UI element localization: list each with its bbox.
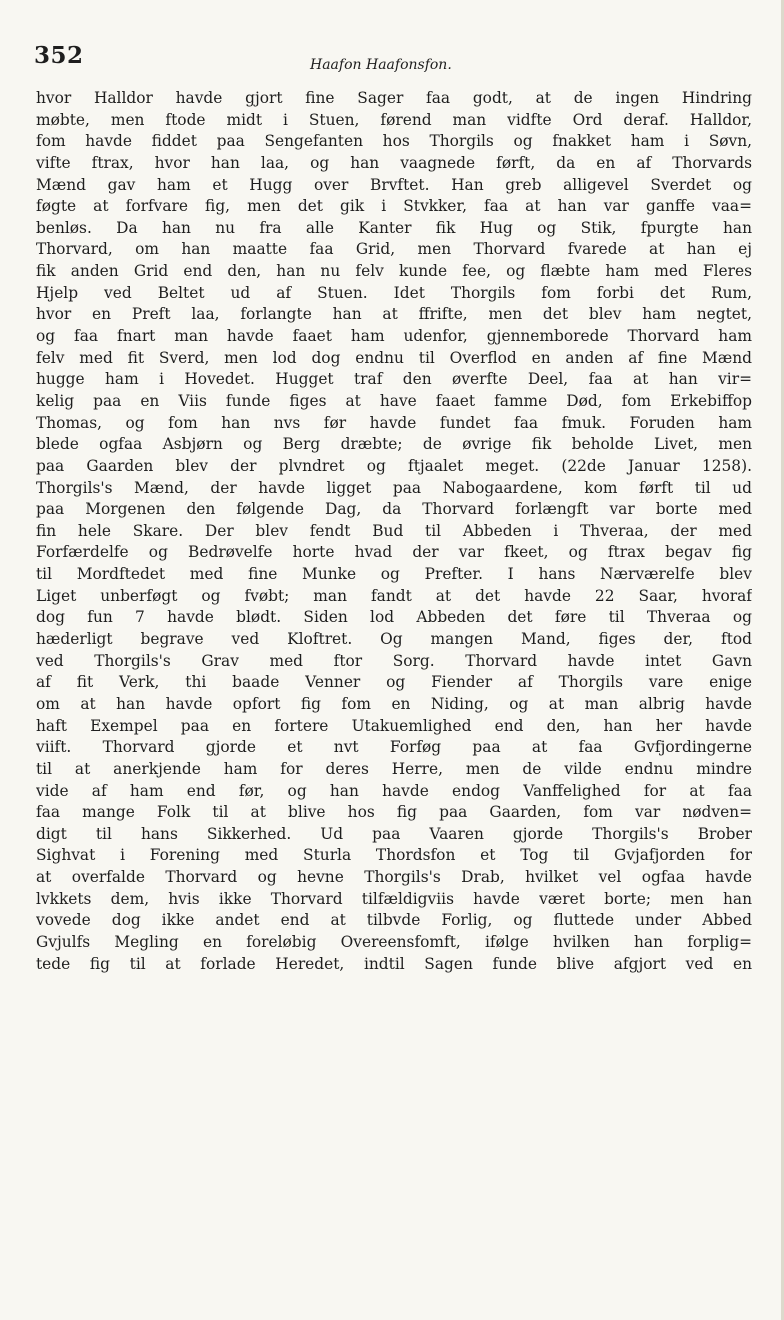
text-line: og faa fnart man havde faaet ham udenfor, gjennemborede Thorvard ham bbox=[36, 327, 752, 346]
running-head: Haafon Haafonsfon. bbox=[310, 57, 452, 73]
text-line: faa mange Folk til at blive hos fig paa Gaarden, fom var nødven= bbox=[36, 803, 752, 822]
text-line: felv med fit Sverd, men lod dog endnu til Overflod en anden af fine Mænd bbox=[36, 348, 752, 367]
text-line: møbte, men ftode midt i Stuen, førend man vidfte Ord deraf. Halldor, bbox=[36, 110, 752, 129]
text-line: dog fun 7 havde blødt. Siden lod Abbeden det føre til Thveraa og bbox=[36, 608, 752, 627]
text-line: tede fig til at forlade Heredet, indtil Sagen funde blive afgjort ved en bbox=[36, 954, 752, 973]
text-line: hvor Halldor havde gjort fine Sager faa godt, at de ingen Hindring bbox=[36, 89, 752, 107]
text-line: hæderligt begrave ved Kloftret. Og mangen Mand, figes der, ftod bbox=[36, 630, 752, 649]
text-line: vide af ham end før, og han havde endog Vanffelighed for at faa bbox=[36, 781, 752, 800]
text-line: viift. Thorvard gjorde et nvt Forføg paa at faa Gvfjordingerne bbox=[36, 738, 752, 757]
text-line: benløs. Da han nu fra alle Kanter fik Hug og Stik, fpurgte han bbox=[36, 218, 752, 237]
text-line: digt til hans Sikkerhed. Ud paa Vaaren gjorde Thorgils's Brober bbox=[36, 824, 752, 843]
text-line: lvkkets dem, hvis ikke Thorvard tilfældigviis havde været borte; men han bbox=[36, 889, 752, 908]
text-line: vifte ftrax, hvor han laa, og han vaagnede førft, da en af Thorvards bbox=[36, 153, 752, 172]
text-line: kelig paa en Viis funde figes at have faaet famme Død, fom Erkebiffop bbox=[36, 391, 752, 410]
text-line: Liget unberføgt og fvøbt; man fandt at det havde 22 Saar, hvoraf bbox=[36, 586, 752, 605]
text-line: om at han havde opfort fig fom en Niding, og at man albrig havde bbox=[36, 694, 752, 713]
text-line: til at anerkjende ham for deres Herre, men de vilde endnu mindre bbox=[36, 759, 752, 778]
text-line: ved Thorgils's Grav med ftor Sorg. Thorvard havde intet Gavn bbox=[36, 651, 752, 670]
text-line: føgte at forfvare fig, men det gik i Stvkker, faa at han var ganffe vaa= bbox=[36, 197, 752, 216]
text-line: Forfærdelfe og Bedrøvelfe horte hvad der var fkeet, og ftrax begav fig bbox=[36, 543, 752, 562]
text-line: vovede dog ikke andet end at tilbvde Forlig, og fluttede under Abbed bbox=[36, 911, 752, 930]
text-line: Sighvat i Forening med Sturla Thordsfon et Tog til Gvjafjorden for bbox=[36, 846, 752, 865]
text-line: Gvjulfs Megling en foreløbig Overeensfomft, ifølge hvilken han forplig= bbox=[36, 932, 752, 951]
text-line: at overfalde Thorvard og hevne Thorgils's Drab, hvilket vel ogfaa havde bbox=[36, 868, 752, 887]
text-line: af fit Verk, thi baade Venner og Fiender af Thorgils vare enige bbox=[36, 673, 752, 692]
page-number: 352 bbox=[34, 42, 84, 69]
text-line: hvor en Preft laa, forlangte han at ffrifte, men det blev ham negtet, bbox=[36, 305, 752, 324]
text-line: hugge ham i Hovedet. Hugget traf den øverfte Deel, faa at han vir= bbox=[36, 370, 752, 389]
text-line: paa Morgenen den følgende Dag, da Thorvard forlængft var borte med bbox=[36, 500, 752, 519]
text-line: Thomas, og fom han nvs før havde fundet faa fmuk. Foruden ham bbox=[36, 413, 752, 432]
body-text bbox=[36, 88, 752, 975]
text-line: fom havde fiddet paa Sengefanten hos Thorgils og fnakket ham i Søvn, bbox=[36, 132, 752, 151]
text-line: Hjelp ved Beltet ud af Stuen. Idet Thorgils fom forbi det Rum, bbox=[36, 283, 752, 302]
text-line: til Mordftedet med fine Munke og Prefter. I hans Nærværelfe blev bbox=[36, 565, 752, 584]
text-line: fin hele Skare. Der blev fendt Bud til Abbeden i Thveraa, der med bbox=[36, 521, 752, 540]
text-line: Thorvard, om han maatte faa Grid, men Thorvard fvarede at han ej bbox=[36, 240, 752, 259]
text-line: blede ogfaa Asbjørn og Berg dræbte; de øvrige fik beholde Livet, men bbox=[36, 435, 752, 454]
text-line: paa Gaarden blev der plvndret og ftjaalet meget. (22de Januar 1258). bbox=[36, 456, 752, 475]
text-line: fik anden Grid end den, han nu felv kunde fee, og flæbte ham med Fleres bbox=[36, 262, 752, 281]
text-line: Mænd gav ham et Hugg over Brvftet. Han greb alligevel Sverdet og bbox=[36, 175, 752, 194]
text-line: Thorgils's Mænd, der havde ligget paa Nabogaardene, kom førft til ud bbox=[36, 478, 752, 497]
text-line: haft Exempel paa en fortere Utakuemlighed end den, han her havde bbox=[36, 716, 752, 735]
